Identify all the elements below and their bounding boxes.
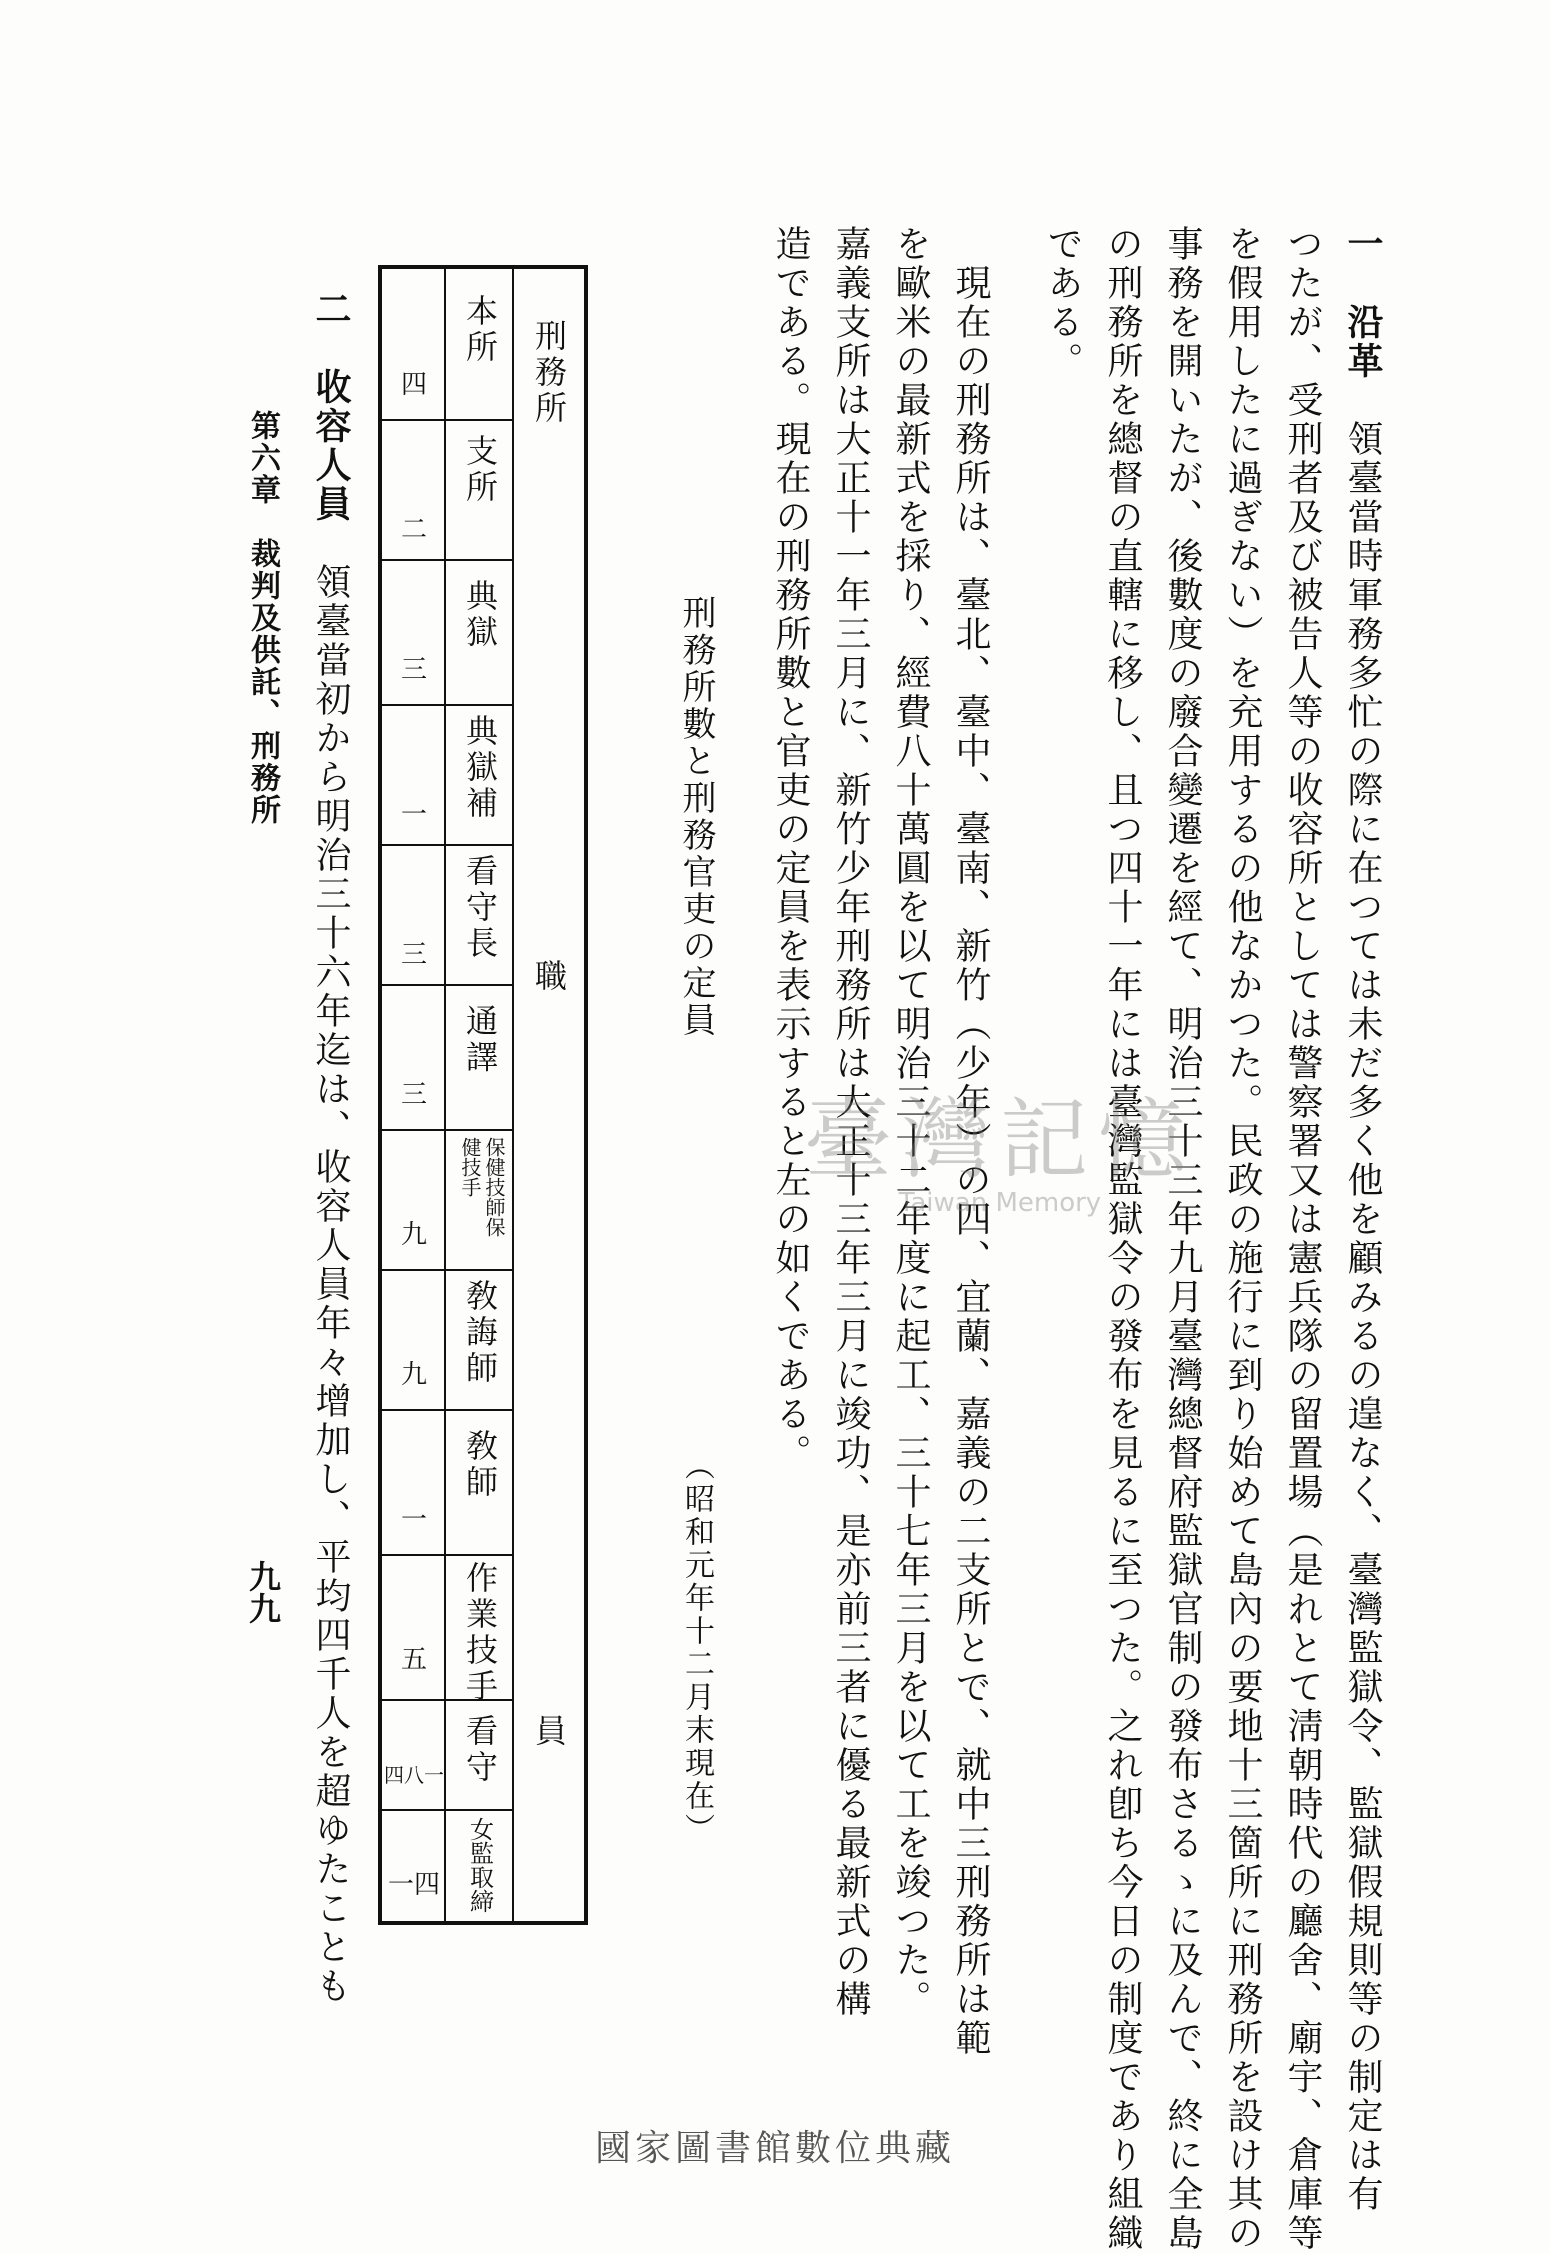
pos-teacher: 敎師 (461, 1429, 499, 1501)
val-chief-guard: 三 (400, 940, 427, 970)
text-column-7: 現在の刑務所は、臺北、臺中、臺南、新竹（少年）の四、宜蘭、嘉義の二支所とで、就中三刑務所は範 (950, 225, 991, 2058)
pos-branch: 支所 (461, 434, 499, 506)
val-main: 四 (400, 370, 427, 400)
positions-column (444, 269, 514, 1921)
values-column (382, 269, 446, 1921)
text-column-6: である。 (1042, 225, 1083, 381)
staff-table (378, 265, 588, 1925)
val-chaplain: 九 (400, 1360, 427, 1390)
pos-deputy-warden: 典獄補 (461, 714, 499, 822)
header-prison: 刑務所 (530, 319, 568, 427)
pos-guard: 看守 (461, 1714, 499, 1786)
pos-warden: 典獄 (461, 579, 499, 651)
pos-work-technician: 作業技手 (461, 1561, 499, 1705)
val-health-staff: 九 (400, 1220, 427, 1250)
text-column-section2: 二 收容人員 領臺當初から明治三十六年迄は、收容人員年々增加し、平均四千人を超ゆたことも (310, 290, 351, 2006)
text-column-9: 嘉義支所は大正十一年三月に、新竹少年刑務所は大正十三年三月に竣功、是亦前三者に優る最新式の構 (830, 225, 871, 2019)
text-column-10: 造である。現在の刑務所數と官吏の定員を表示すると左の如くである。 (770, 225, 811, 1473)
section-heading-inmates: 二 收容人員 (310, 290, 351, 524)
pos-main: 本所 (461, 294, 499, 366)
watermark-english: Taiwan Memory (898, 1188, 1102, 1218)
text-column-4: 事務を開いたが、後數度の廢合變遷を經て、明治三十三年九月臺灣總督府監獄官制の發布さるゝに及んで、終に全島 (1162, 225, 1203, 2253)
header-staff-1: 職 (530, 959, 568, 995)
section-heading-history: 一 沿革 (1342, 225, 1383, 381)
table-title: 刑務所數と刑務官吏の定員 (676, 595, 716, 1039)
val-interpreter: 三 (400, 1080, 427, 1110)
watermark-chinese: 臺灣記憶 (803, 1088, 1196, 1191)
pos-health-staff: 保健技師保健技手 (458, 1137, 506, 1237)
running-head: 第六章 裁判及供託、刑務所 (245, 410, 280, 826)
val-deputy-warden: 一 (400, 800, 427, 830)
table-header-column (512, 269, 584, 1921)
text-column-3: を假用したに過ぎない）を充用するの他なかつた。民政の施行に到り始めて島內の要地十三箇所に刑務所を設け其の (1222, 225, 1263, 2253)
page-number: 九九 (244, 1560, 282, 1624)
pos-chief-guard: 看守長 (461, 854, 499, 962)
pos-interpreter: 通譯 (461, 1004, 499, 1076)
val-female-supervisor: 一四 (387, 1870, 440, 1900)
pos-female-supervisor: 女監取締 (465, 1817, 494, 1913)
text-column-2: つたが、受刑者及び被告人等の收容所としては警察署又は憲兵隊の留置場（是れとて淸朝時代の廳舍、廟宇、倉庫等 (1282, 225, 1323, 2253)
val-work-technician: 五 (400, 1645, 427, 1675)
text-column-1: 一 沿革 領臺當時軍務多忙の際に在つては未だ多く他を顧みるの遑なく、臺灣監獄令、監獄假規則等の制定は有 (1342, 225, 1383, 2214)
header-staff-2: 員 (530, 1714, 568, 1750)
val-warden: 三 (400, 655, 427, 685)
text-column-5: の刑務所を總督の直轄に移し、且つ四十一年には臺灣監獄令の發布を見るに至つた。之れ卽ち今日の制度であり組織 (1102, 225, 1143, 2253)
pos-chaplain: 敎誨師 (461, 1279, 499, 1387)
footer-credit: 國家圖書館數位典藏 (594, 2128, 955, 2169)
val-teacher: 一 (400, 1505, 427, 1535)
text-column-8: を歐米の最新式を採り、經費八十萬圓を以て明治三十二年度に起工、三十七年三月を以て工を竣つた。 (890, 225, 931, 2019)
val-branch: 二 (400, 515, 427, 545)
table-date: （昭和元年十二月末現在） (679, 1450, 714, 1846)
val-guard: 四八一 (384, 1763, 444, 1787)
